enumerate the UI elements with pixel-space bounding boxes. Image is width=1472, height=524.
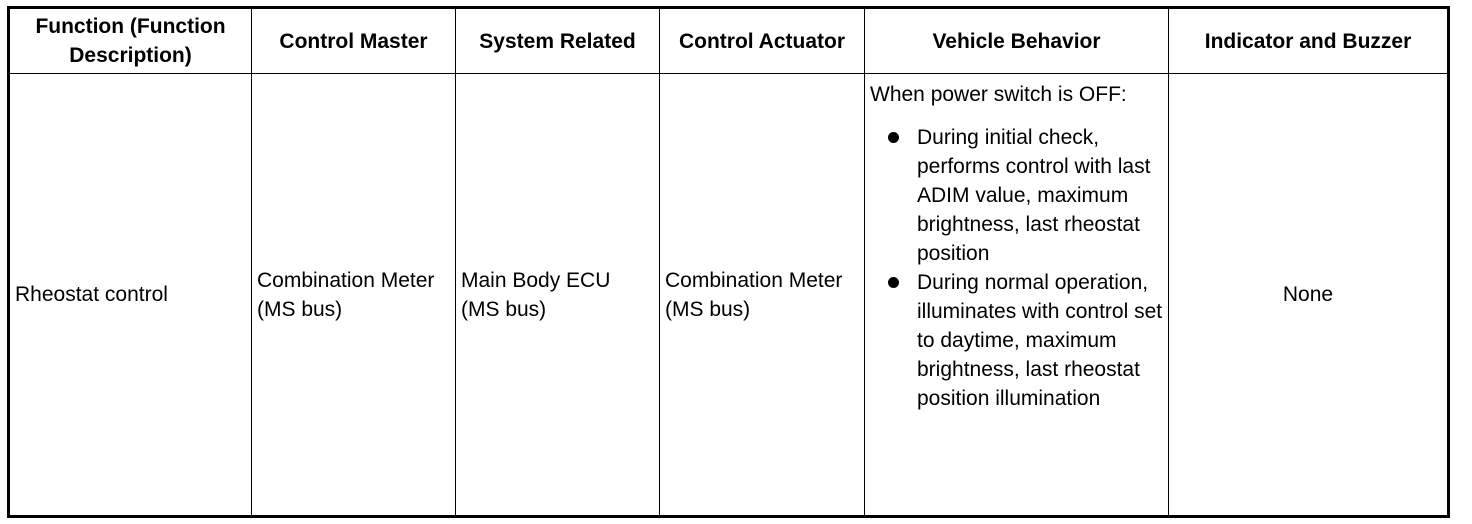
list-item — [870, 123, 1163, 268]
list-item — [870, 268, 1163, 413]
cell-indicator-and-buzzer: None — [1169, 74, 1449, 517]
table-row — [9, 74, 1449, 517]
table-header-row — [9, 8, 1449, 74]
list-item-text: During normal operation, illuminates with control set to daytime, maximum brightness, last rheostat position illumination — [917, 271, 1163, 410]
header-vehicle-behavior: Vehicle Behavior — [865, 8, 1169, 74]
header-control-master: Control Master — [252, 8, 456, 74]
vehicle-behavior-intro: When power switch is OFF: — [870, 83, 1127, 106]
bullet-dot-icon — [888, 132, 899, 143]
vehicle-behavior-list — [870, 123, 1163, 413]
function-table — [7, 6, 1450, 518]
cell-function: Rheostat control — [9, 74, 252, 517]
cell-vehicle-behavior — [865, 74, 1169, 517]
bullet-dot-icon — [888, 277, 899, 288]
header-system-related: System Related — [456, 8, 660, 74]
header-function: Function (Function Description) — [9, 8, 252, 74]
cell-system-related: Main Body ECU (MS bus) — [456, 74, 660, 517]
header-indicator-and-buzzer: Indicator and Buzzer — [1169, 8, 1449, 74]
cell-control-master: Combination Meter (MS bus) — [252, 74, 456, 517]
header-control-actuator: Control Actuator — [660, 8, 865, 74]
cell-control-actuator: Combination Meter (MS bus) — [660, 74, 865, 517]
list-item-text: During initial check, performs control with last ADIM value, maximum brightness, last rheostat position — [917, 126, 1151, 265]
